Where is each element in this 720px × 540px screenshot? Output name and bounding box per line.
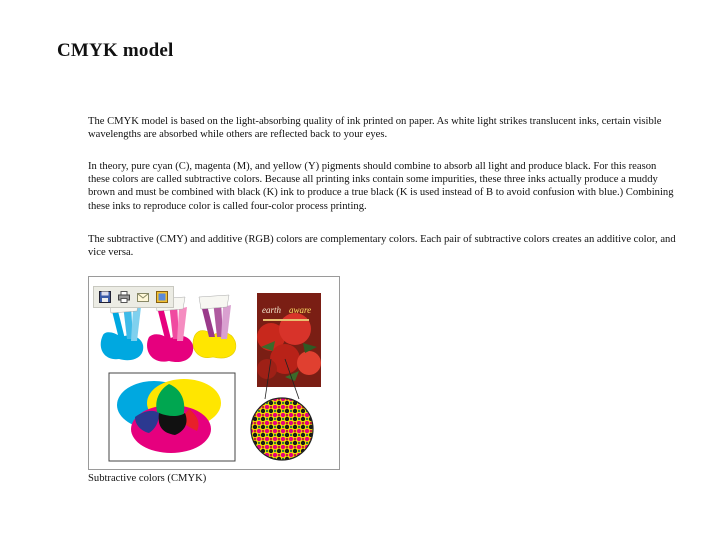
cmyk-figure xyxy=(88,276,340,470)
save-icon xyxy=(99,291,111,303)
book-title-line1: earth xyxy=(262,305,281,315)
info-button[interactable] xyxy=(154,289,170,305)
yellow-ink-splash xyxy=(193,295,236,358)
paragraph-subtractive-theory: In theory, pure cyan (C), magenta (M), and yellow (Y) pigments should combine to absorb all light and produce black. For this reason these colors are called subtractive colors. Because all printing inks contain some impurities, these three inks actually produce a muddy brown and must be combined with black (K) ink to produce a true black (K is used instead of B to avoid confusion with blue.) Combining these inks to reproduce color is called four-color process printing. xyxy=(88,161,674,212)
book-title-line2: aware xyxy=(289,305,312,315)
image-toolbar xyxy=(93,286,174,308)
email-icon xyxy=(137,291,149,303)
save-button[interactable] xyxy=(97,289,113,305)
figure-caption: Subtractive colors (CMYK) xyxy=(88,473,207,484)
paragraph-complementary-colors: The subtractive (CMY) and additive (RGB) colors are complementary colors. Each pair of subtractive colors creates an additive color, and vice versa. xyxy=(88,234,676,259)
cyan-ink-splash xyxy=(101,299,144,360)
book-cover-photo xyxy=(257,293,321,387)
page-title: CMYK model xyxy=(57,40,174,61)
email-button[interactable] xyxy=(135,289,151,305)
print-button[interactable] xyxy=(116,289,132,305)
print-icon xyxy=(118,291,130,303)
info-icon xyxy=(156,291,168,303)
paragraph-cmyk-intro: The CMYK model is based on the light-absorbing quality of ink printed on paper. As white light strikes translucent inks, certain visible wavelengths are absorbed while others are reflected back to your eyes. xyxy=(88,116,662,141)
halftone-magnified-dots xyxy=(251,398,313,460)
